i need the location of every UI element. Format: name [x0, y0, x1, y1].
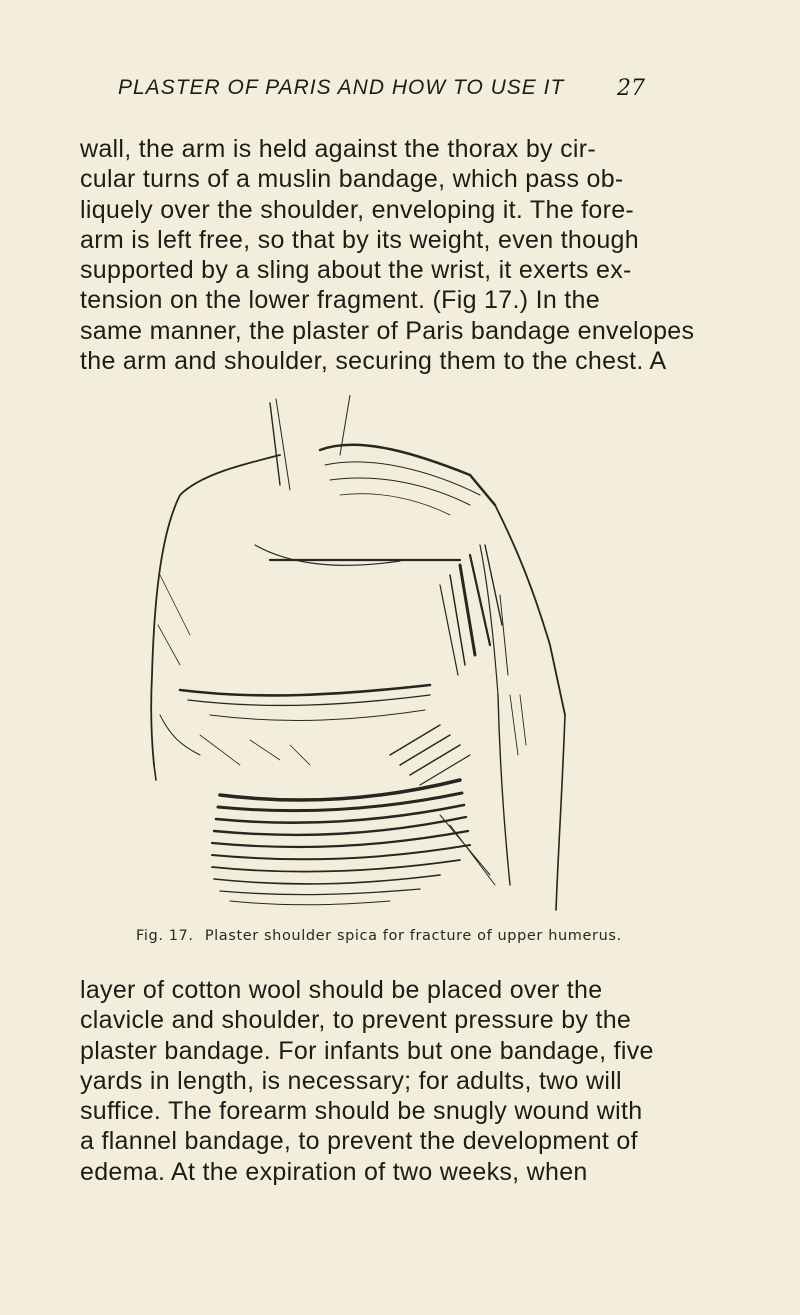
running-head: PLASTER OF PARIS AND HOW TO USE IT	[118, 76, 565, 99]
text-line: arm is left free, so that by its weight, even though	[80, 225, 639, 254]
text-line: suffice. The forearm should be snugly wound with	[80, 1097, 643, 1126]
figure-caption	[136, 928, 628, 944]
text-line: plaster bandage. For infants but one bandage, five	[80, 1036, 654, 1065]
text-line: tension on the lower fragment. (Fig 17.) In the	[80, 286, 600, 315]
page-number: 27	[617, 76, 645, 101]
text-line: supported by a sling about the wrist, it exerts ex-	[80, 256, 632, 285]
paragraph-bottom	[80, 975, 660, 1187]
text-line: layer of cotton wool should be placed over the	[80, 976, 603, 1004]
figure-caption-text: Plaster shoulder spica for fracture of upper humerus.	[204, 928, 622, 944]
text-line: liquely over the shoulder, enveloping it. The fore-	[80, 195, 635, 224]
text-line: yards in length, is necessary; for adults, two will	[80, 1066, 622, 1095]
text-line: clavicle and shoulder, to prevent pressure by the	[80, 1006, 632, 1035]
shoulder-spica-illustration	[140, 395, 580, 920]
text-line: a flannel bandage, to prevent the development of	[80, 1127, 638, 1156]
paragraph-top	[80, 134, 695, 376]
text-line: the arm and shoulder, securing them to the chest. A	[80, 347, 667, 376]
text-line: same manner, the plaster of Paris bandage envelopes	[80, 316, 695, 345]
text-line: wall, the arm is held against the thorax by cir-	[80, 135, 597, 163]
figure-label: Fig. 17.	[136, 928, 194, 944]
text-line: edema. At the expiration of two weeks, when	[80, 1157, 588, 1186]
text-line: cular turns of a muslin bandage, which pass ob-	[80, 165, 624, 194]
